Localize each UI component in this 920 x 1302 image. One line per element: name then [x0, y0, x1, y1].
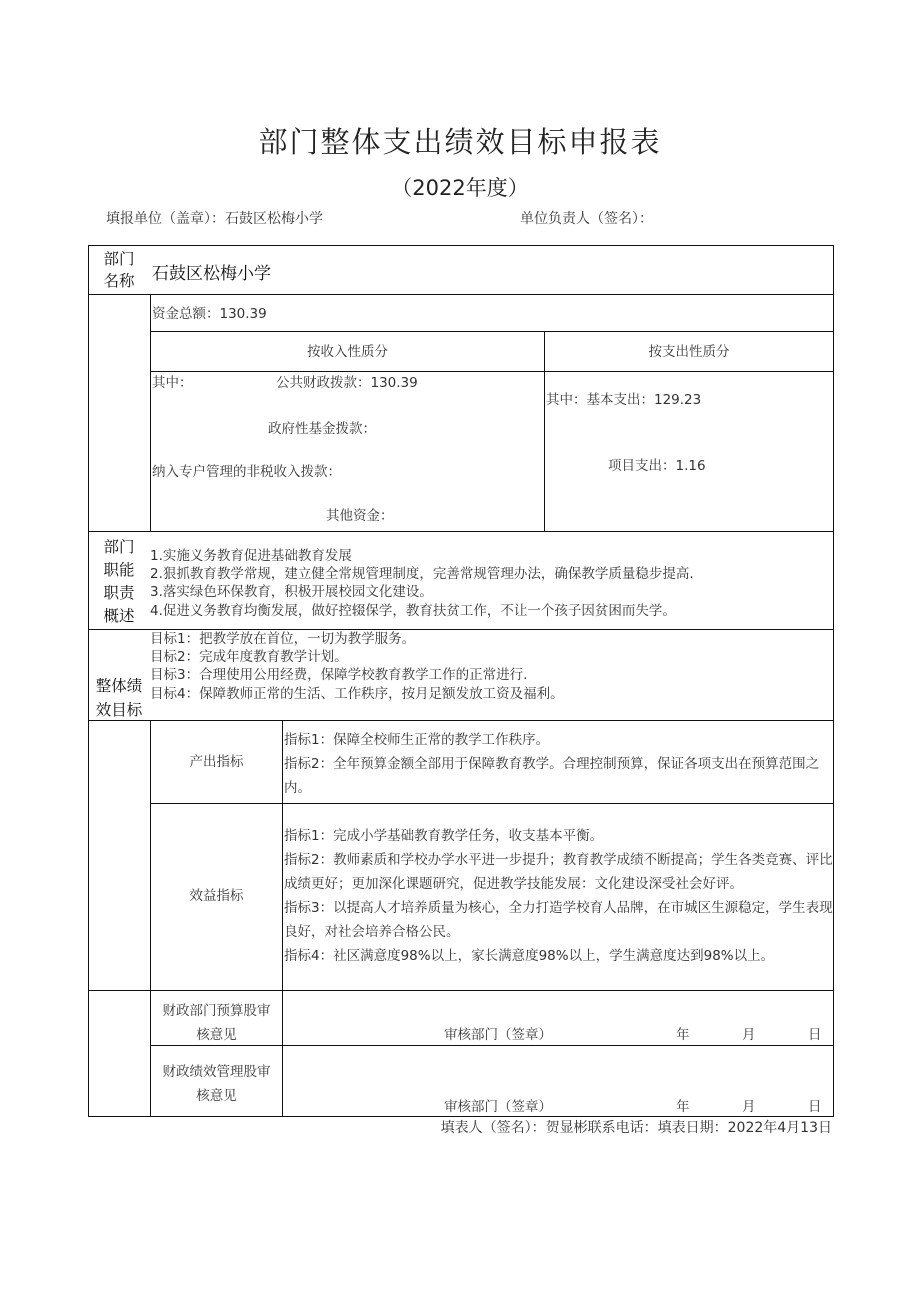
- goals-list: [150, 630, 834, 718]
- table-line: [88, 720, 834, 721]
- review2-day: 日: [808, 1099, 822, 1115]
- table-line: [282, 720, 283, 1116]
- expense-basic: 其中：基本支出：129.23: [546, 392, 702, 408]
- income-other: 其他资金：: [326, 508, 394, 524]
- expense-header: 按支出性质分: [648, 344, 730, 360]
- filing-unit: 填报单位（盖章）：石鼓区松梅小学: [106, 211, 323, 227]
- dept-name-value: 石鼓区松梅小学: [152, 264, 271, 284]
- list-item: 目标2：完成年度教育教学计划。: [150, 649, 348, 666]
- list-item: 1.实施义务教育促进基础教育发展: [150, 548, 352, 564]
- duty-list: [150, 547, 834, 620]
- table-line: [88, 990, 834, 991]
- list-item: 目标3：合理使用公用经费，保障学校教育教学工作的正常进行.: [150, 667, 528, 684]
- income-nontax: 纳入专户管理的非税收入拨款：: [152, 464, 341, 480]
- expense-project: 项目支出：1.16: [608, 458, 706, 474]
- review1-month: 月: [742, 1027, 756, 1043]
- review1-day: 日: [808, 1027, 822, 1043]
- table-line: [150, 371, 834, 372]
- page-title: 部门整体支出绩效目标申报表: [258, 125, 662, 159]
- funds-total: 资金总额：130.39: [152, 306, 267, 322]
- table-line: [88, 294, 834, 295]
- review1-year: 年: [676, 1027, 690, 1043]
- unit-leader: 单位负责人（签名）：: [520, 211, 653, 227]
- output-label: 产出指标: [189, 754, 244, 770]
- review1-dept-sign: 审核部门（签章）: [444, 1027, 552, 1043]
- list-item: 2.狠抓教育教学常规，建立健全常规管理制度，完善常规管理办法，确保教学质量稳步提高.: [150, 566, 694, 583]
- income-header: 按收入性质分: [307, 344, 388, 360]
- income-public: 公共财政拨款：130.39: [276, 375, 418, 391]
- goals-label: 整体绩 效目标: [95, 677, 143, 719]
- table-line: [150, 294, 151, 531]
- review1-label: 财政部门预算股审 核意见: [162, 1003, 271, 1043]
- footer-signature-line: 填表人（签名）：贺显彬联系电话：填表日期：2022年4月13日: [440, 1120, 832, 1136]
- list-item: 目标1：把教学放在首位，一切为教学服务。: [150, 631, 416, 647]
- table-line: [150, 803, 834, 804]
- review2-year: 年: [676, 1099, 690, 1115]
- output-indicators: 指标1：保障全校师生正常的教学工作秩序。 指标2：全年预算金额全部用于保障教育教学。合理控制预算，保证各项支出在预算范围之内。: [284, 732, 820, 796]
- list-item: 3.落实绿色环保教育，积极开展校园文化建设。: [150, 584, 433, 601]
- review2-month: 月: [742, 1099, 756, 1115]
- table-line: [150, 720, 151, 1116]
- dept-name-label: 部门 名称: [103, 250, 135, 290]
- review2-label: 财政绩效管理股审 核意见: [162, 1064, 271, 1104]
- list-item: 4.促进义务教育均衡发展，做好控辍保学，教育扶贫工作，不让一个孩子因贫困而失学。: [150, 602, 676, 619]
- income-gov-fund: 政府性基金拨款：: [268, 421, 376, 437]
- benefit-label: 效益指标: [189, 888, 244, 904]
- benefit-indicators: 指标1：完成小学基础教育教学任务，收支基本平衡。 指标2：教师素质和学校办学水平进一步提升；教育教学成绩不断提高；学生各类竞赛、评比成绩更好；更加深化课题研究，促进教学技能发展：文化建设深受社会好评。 指标3：以提高人才培养质量为核心，全力打造学校育人品牌，在市城区生源稳定，学生表现良好，对社会培养合格公民。 指标4：社区满意度98%以上，家长满意度98%以上，学生满意度达到98%以上。: [284, 828, 833, 964]
- table-line: [88, 245, 834, 246]
- table-line: [150, 331, 834, 332]
- page-subtitle: （2022年度）: [391, 176, 529, 200]
- table-line: [88, 531, 834, 532]
- income-qizhong: 其中：: [152, 375, 193, 391]
- review2-dept-sign: 审核部门（签章）: [444, 1099, 552, 1115]
- list-item: 目标4：保障教师正常的生活、工作秩序，按月足额发放工资及福利。: [150, 685, 564, 702]
- duty-label: 部门 职能 职责 概述: [103, 538, 135, 625]
